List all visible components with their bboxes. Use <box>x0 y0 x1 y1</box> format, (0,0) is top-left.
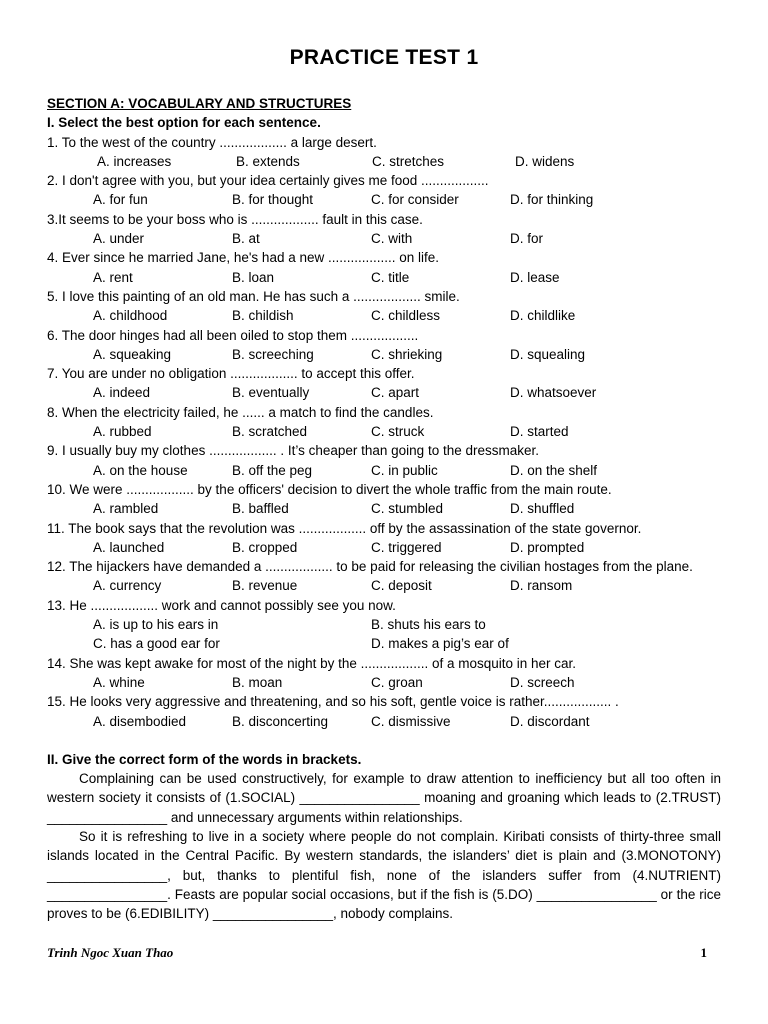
question-text: 13. He .................. work and cannot possibly see you now. <box>47 597 396 613</box>
answer-option: D. screech <box>510 674 575 690</box>
question-text: 2. I don't agree with you, but your idea certainly gives me food .................. <box>47 173 489 189</box>
page-number: 1 <box>700 945 707 960</box>
question-text: 5. I love this painting of an old man. He has such a .................. smile. <box>47 288 460 304</box>
question-text: 7. You are under no obligation .................. to accept this offer. <box>47 366 415 382</box>
answer-option: D. for <box>510 231 544 247</box>
answer-option: C. struck <box>371 424 425 440</box>
answer-option: A. indeed <box>93 385 151 401</box>
option-row <box>47 712 721 731</box>
option-row <box>47 634 721 653</box>
option-row <box>47 422 721 441</box>
option-row <box>47 190 721 209</box>
option-row <box>47 461 721 480</box>
option-row <box>47 576 721 595</box>
answer-option: C. title <box>371 269 410 285</box>
question-text: 3.It seems to be your boss who is .................. fault in this case. <box>47 211 423 227</box>
answer-option: D. for thinking <box>510 192 594 208</box>
option-row <box>47 673 721 692</box>
option-row <box>47 229 721 248</box>
answer-option: D. shuffled <box>510 501 575 517</box>
answer-option: A. childhood <box>93 308 168 324</box>
answer-option: D. squealing <box>510 346 586 362</box>
answer-option: A. rent <box>93 269 133 285</box>
answer-option: A. rubbed <box>93 424 152 440</box>
part-1-heading: I. Select the best option for each sentence. <box>47 115 321 131</box>
answer-option: A. launched <box>93 539 165 555</box>
answer-option: B. baffled <box>232 501 289 517</box>
question-text: 1. To the west of the country .................. a large desert. <box>47 134 377 150</box>
question-text: 15. He looks very aggressive and threatening, and so his soft, gentle voice is rather.................. . <box>47 694 619 710</box>
answer-option: C. has a good ear for <box>93 636 220 652</box>
document-page <box>47 44 721 923</box>
answer-option: D. started <box>510 424 569 440</box>
answer-option: A. squeaking <box>93 346 172 362</box>
answer-option: B. scratched <box>232 424 308 440</box>
answer-option: C. for consider <box>371 192 459 208</box>
answer-option: A. on the house <box>93 462 188 478</box>
paragraph-2: So it is refreshing to live in a society where people do not complain. Kiribati consists of thirty-three small islands located in the Central Pacific. By western standards, the islanders’ diet is plain and (3.MONOTONY) ________________, but, thanks to plentiful fish, none of the islanders suffer from (4.NUTRIENT) ________________. Feasts are popular social occasions, but if the fish is (5.DO) ________________ or the rice proves to be (6.EDIBILITY) ________________, nobody complains. <box>47 828 721 922</box>
question-text: 10. We were .................. by the officers' decision to divert the whole traffic from the main route. <box>47 481 612 497</box>
answer-option: B. extends <box>236 153 300 169</box>
answer-option: A. whine <box>93 674 145 690</box>
answer-option: C. childless <box>371 308 441 324</box>
option-row <box>47 538 721 557</box>
option-row <box>47 383 721 402</box>
question-text: 11. The book says that the revolution was .................. off by the assassination of the state governor. <box>47 520 642 536</box>
option-row <box>47 152 721 171</box>
answer-option: B. screeching <box>232 346 314 362</box>
answer-option: C. triggered <box>371 539 442 555</box>
answer-option: C. stumbled <box>371 501 444 517</box>
section-a-heading: SECTION A: VOCABULARY AND STRUCTURES <box>47 96 352 111</box>
answer-option: C. dismissive <box>371 713 451 729</box>
answer-option: D. childlike <box>510 308 576 324</box>
answer-option: C. in public <box>371 462 438 478</box>
answer-option: C. apart <box>371 385 420 401</box>
answer-option: A. currency <box>93 578 162 594</box>
answer-option: B. loan <box>232 269 275 285</box>
answer-option: C. shrieking <box>371 346 443 362</box>
page-title: PRACTICE TEST 1 <box>289 46 479 69</box>
answer-option: A. rambled <box>93 501 159 517</box>
question-text: 12. The hijackers have demanded a .................. to be paid for releasing the civilian hostages from the plane. <box>47 559 693 575</box>
answer-option: A. for fun <box>93 192 148 208</box>
answer-option: A. is up to his ears in <box>93 617 219 633</box>
answer-option: D. makes a pig’s ear of <box>371 636 509 652</box>
page-footer <box>47 945 707 961</box>
answer-option: D. on the shelf <box>510 462 598 478</box>
footer-author: Trinh Ngoc Xuan Thao <box>47 945 174 960</box>
answer-option: A. under <box>93 231 145 247</box>
answer-option: D. widens <box>515 153 575 169</box>
answer-option: D. whatsoever <box>510 385 597 401</box>
answer-option: C. groan <box>371 674 423 690</box>
question-text: 14. She was kept awake for most of the night by the .................. of a mosquito in her car. <box>47 655 577 671</box>
answer-option: B. at <box>232 231 260 247</box>
answer-option: C. with <box>371 231 413 247</box>
answer-option: B. childish <box>232 308 294 324</box>
answer-option: D. ransom <box>510 578 573 594</box>
answer-option: B. for thought <box>232 192 314 208</box>
option-row <box>47 615 721 634</box>
answer-option: B. cropped <box>232 539 298 555</box>
question-text: 8. When the electricity failed, he ...... a match to find the candles. <box>47 404 434 420</box>
option-row <box>47 345 721 364</box>
answer-option: D. lease <box>510 269 560 285</box>
answer-option: B. revenue <box>232 578 298 594</box>
part-2-heading: II. Give the correct form of the words in brackets. <box>47 751 362 767</box>
option-row <box>47 499 721 518</box>
answer-option: B. shuts his ears to <box>371 617 486 633</box>
question-text: 4. Ever since he married Jane, he's had a new .................. on life. <box>47 250 440 266</box>
question-list <box>47 133 721 731</box>
answer-option: A. increases <box>97 153 172 169</box>
answer-option: A. disembodied <box>93 713 187 729</box>
answer-option: B. off the peg <box>232 462 313 478</box>
answer-option: C. deposit <box>371 578 432 594</box>
answer-option: D. discordant <box>510 713 590 729</box>
option-row <box>47 306 721 325</box>
paragraph-1: Complaining can be used constructively, for example to draw attention to inefficiency but all too often in western society it consists of (1.SOCIAL) ________________ moaning and groaning which leads to (2.TRUST) ________________ and unnecessary arguments within relationships. <box>47 771 721 825</box>
question-text: 6. The door hinges had all been oiled to stop them .................. <box>47 327 419 343</box>
question-text: 9. I usually buy my clothes .................. . It’s cheaper than going to the dressmaker. <box>47 443 539 459</box>
answer-option: C. stretches <box>372 153 445 169</box>
answer-option: B. disconcerting <box>232 713 329 729</box>
answer-option: B. moan <box>232 674 283 690</box>
answer-option: D. prompted <box>510 539 585 555</box>
answer-option: B. eventually <box>232 385 310 401</box>
option-row <box>47 268 721 287</box>
